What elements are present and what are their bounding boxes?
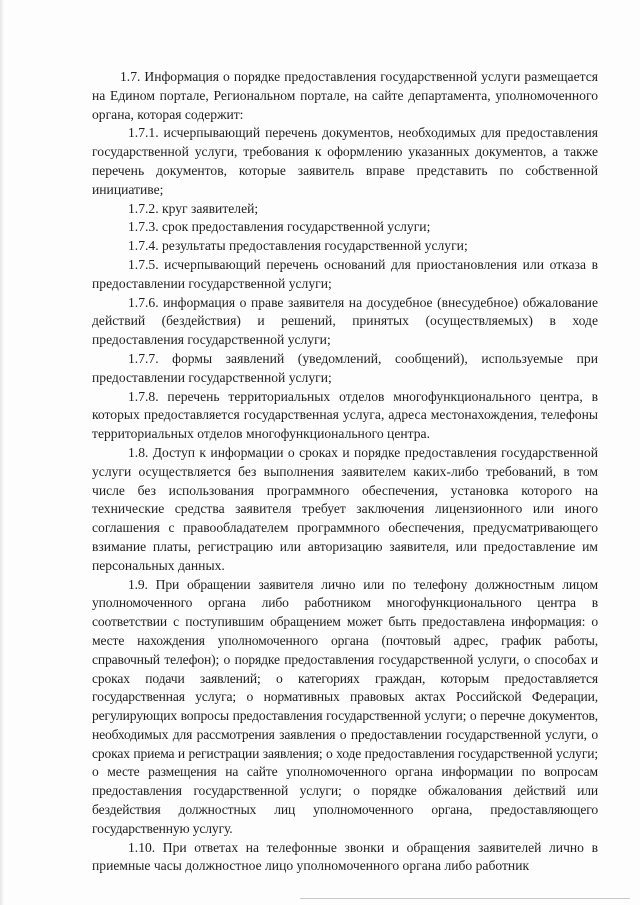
paragraph-1-7: 1.7. Информация о порядке предоставления государственной услуги размещается на Едином портале, Региональном портале, на сайте департамента, уполномоченного органа, которая содержит:	[92, 69, 598, 122]
paragraph-1-7-5: 1.7.5. исчерпывающий перечень оснований для приостановления или отказа в предоставлении государственной услуги;	[92, 256, 598, 291]
paragraph-1-8: 1.8. Доступ к информации о сроках и порядке предоставления государственной услуги осуществляется без выполнения заявителем каких-либо требований, в том числе без использования программного обеспечения, установка которого на технические средства заявителя требует заключения лицензионного или иного соглашения с правообладателем программного обеспечения, предусматривающего взимание платы, регистрацию или авторизацию заявителя, или предоставление им персональных данных.	[92, 444, 598, 573]
scan-edge-shadow	[0, 0, 4, 905]
paragraph-1-7-7: 1.7.7. формы заявлений (уведомлений, сообщений), используемые при предоставлении государственной услуги;	[92, 350, 598, 385]
paragraph-1-7-3: 1.7.3. срок предоставления государственной услуги;	[128, 219, 431, 235]
page-bottom-rule	[300, 898, 630, 899]
paragraph-1-7-2: 1.7.2. круг заявителей;	[128, 200, 259, 216]
paragraph-1-7-8: 1.7.8. перечень территориальных отделов многофункционального центра, в которых предоставляется государственная услуга, адреса местонахождения, телефоны территориальных отделов многофункционального центра.	[92, 388, 598, 442]
paragraph-1-7-4: 1.7.4. результаты предоставления государственной услуги;	[128, 238, 468, 254]
paragraph-1-10: 1.10. При ответах на телефонные звонки и обращения заявителей лично в приемные часы должностное лицо уполномоченного органа либо работник	[92, 839, 598, 874]
paragraph-1-9: 1.9. При обращении заявителя лично или по телефону должностным лицом уполномоченного органа либо работником многофункционального центра в соответствии с поступившим обращением может быть предоставлена информация: о месте нахождения уполномоченного органа (почтовый адрес, график работы, справочный телефон); о порядке предоставления государственной услуги, о способах и сроках подачи заявлений; о категориях граждан, которым предоставляется государственная услуга; о нормативных правовых актах Российской Федерации, регулирующих вопросы предоставления государственной услуги; о перечне документов, необходимых для рассмотрения заявления о предоставлении государственной услуги, о сроках приема и регистрации заявления; о ходе предоставления государственной услуги; о месте размещения на сайте уполномоченного органа информации по вопросам предоставления государственной услуги; о порядке обжалования действий или бездействия должностных лиц уполномоченного органа, предоставляющего государственную услугу.	[92, 576, 598, 836]
paragraph-1-7-6: 1.7.6. информация о праве заявителя на досудебное (внесудебное) обжалование действий (бездействия) и решений, принятых (осуществляемых) в ходе предоставления государственной услуги;	[92, 294, 598, 348]
paragraph-1-7-1: 1.7.1. исчерпывающий перечень документов, необходимых для предоставления государственной услуги, требования к оформлению указанных документов, а также перечень документов, которые заявитель вправе представить по собственной инициативе;	[92, 125, 598, 197]
